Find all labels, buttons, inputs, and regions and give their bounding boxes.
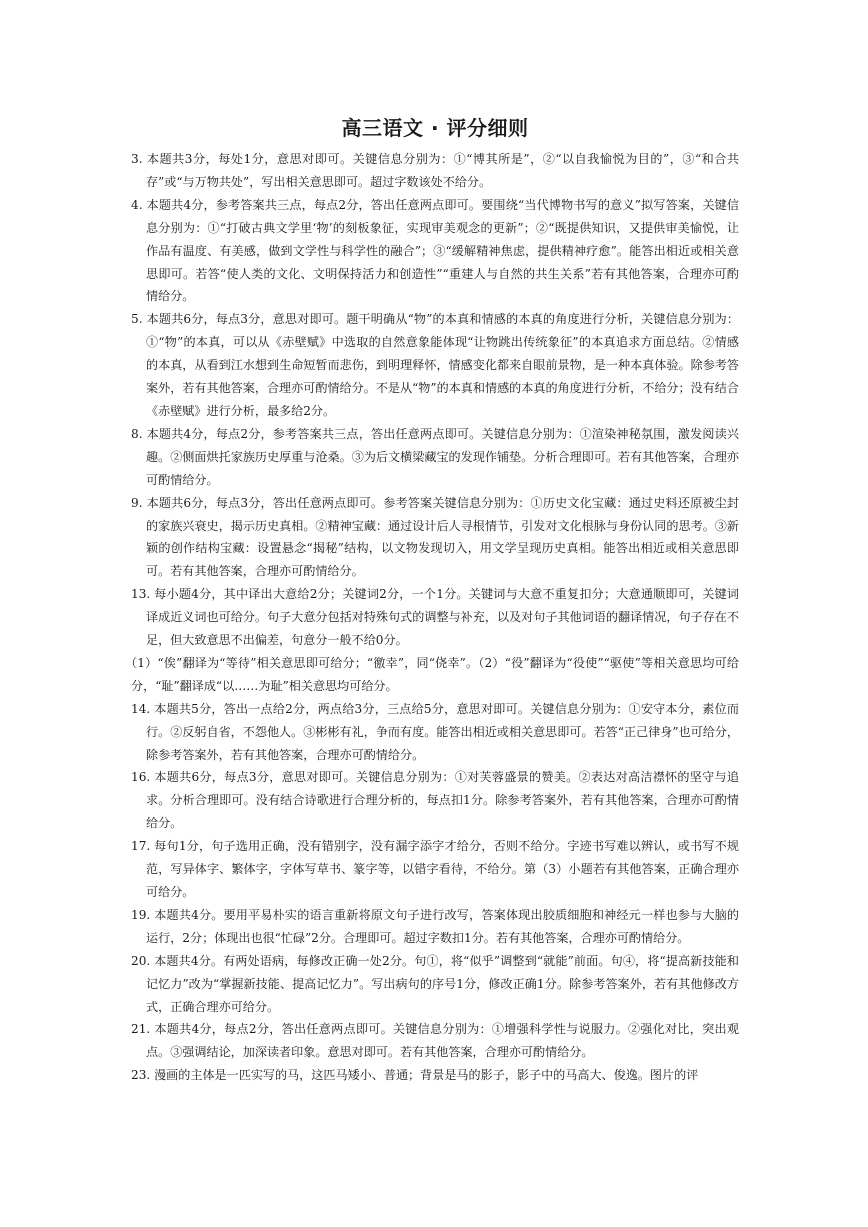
grading-item-q20: 20. 本题共4分。有两处语病，每修改正确一处2分。句①，将“似乎”调整到“就能”前面。句④，将“提高新技能和记忆力”改为“掌握新技能、提高记忆力”。写出病句的序号1分，修改正确1分。除参考答案外，若有其他修改方式，正确合理亦可给分。 [131, 953, 739, 1014]
grading-item-q9: 9. 本题共6分，每点3分，答出任意两点即可。参考答案关键信息分别为：①历史文化宝藏：通过史料还原被尘封的家族兴衰史，揭示历史真相。②精神宝藏：通过设计后人寻根情节，引发对文化根脉与身份认同的思考。③新颖的创作结构宝藏：设置悬念“揭秘”结构，以文物发现切入，用文学呈现历史真相。能答出相近或相关意思即可。若有其他答案，合理亦可酌情给分。 [131, 495, 739, 579]
grading-item-q3: 3. 本题共3分，每处1分，意思对即可。关键信息分别为：①“博其所是”，②“以自我愉悦为目的”，③“和合共存”或“与万物共处”，写出相关意思即可。超过字数该处不给分。 [131, 152, 739, 189]
grading-item-q13: 13. 每小题4分，其中译出大意给2分；关键词2分，一个1分。关键词与大意不重复扣分；大意通顺即可，关键词译成近义词也可给分。句子大意分包括对特殊句式的调整与补充，以及对句子其他词语的翻译情况，句子存在不足，但大致意思不出偏差，句意分一般不给0分。 [131, 587, 739, 648]
grading-item-q8: 8. 本题共4分，每点2分，参考答案共三点，答出任意两点即可。关键信息分别为：①渲染神秘氛围，激发阅读兴趣。②侧面烘托家族历史厚重与沧桑。③为后文横梁藏宝的发现作铺垫。分析合理即可。若有其他答案，合理亦可酌情给分。 [131, 426, 739, 487]
grading-item-q19: 19. 本题共4分。要用平易朴实的语言重新将原文句子进行改写，答案体现出胶质细胞和神经元一样也参与大脑的运行，2分；体现出也很“忙碌”2分。合理即可。超过字数扣1分。若有其他答案，合理亦可酌情给分。 [131, 907, 739, 945]
document-title: 高三语文 · 评分细则 [341, 116, 529, 140]
grading-item-q23: 23. 漫画的主体是一匹实写的马，这匹马矮小、普通；背景是马的影子，影子中的马高大、俊逸。图片的评 [131, 1068, 699, 1083]
grading-item-q21: 21. 本题共4分，每点2分，答出任意两点即可。关键信息分别为：①增强科学性与说服力。②强化对比，突出观点。③强调结论，加深读者印象。意思对即可。若有其他答案，合理亦可酌情给分。 [131, 1022, 739, 1060]
grading-item-q16: 16. 本题共6分，每点3分，意思对即可。关键信息分别为：①对芙蓉盛景的赞美。②表达对高洁襟怀的坚守与追求。分析合理即可。没有结合诗歌进行合理分析的，每点扣1分。除参考答案外，若有其他答案，合理亦可酌情给分。 [131, 770, 739, 831]
grading-item-q14: 14. 本题共5分，答出一点给2分，两点给3分，三点给5分，意思对即可。关键信息分别为：①安守本分，素位而行。②反躬自省，不怨他人。③彬彬有礼，争而有度。能答出相近或相关意思即可。若答“正己律身”也可给分，除参考答案外，若有其他答案，合理亦可酌情给分。 [131, 701, 739, 762]
grading-item-q5: 5. 本题共6分，每点3分，意思对即可。题干明确从“物”的本真和情感的本真的角度进行分析，关键信息分别为：①“物”的本真，可以从《赤壁赋》中选取的自然意象能体现“让物跳出传统象征”的本真追求方面总结。②情感的本真，从看到江水想到生命短暂而悲伤，到明理释怀，情感变化都来自眼前景物，是一种本真体验。除参考答案外，若有其他答案，合理亦可酌情给分。不是从“物”的本真和情感的本真的角度进行分析，不给分；没有结合《赤壁赋》进行分析，最多给2分。 [131, 312, 739, 418]
grading-item-q17: 17. 每句1分，句子选用正确，没有错别字，没有漏字添字才给分，否则不给分。字迹书写难以辨认，或书写不规范，写异体字、繁体字，字体写草书、篆字等，以错字看待，不给分。第（3）小题若有其他答案，正确合理亦可给分。 [131, 839, 739, 899]
grading-item-q4: 4. 本题共4分，参考答案共三点，每点2分，答出任意两点即可。要围绕“当代博物书写的意义”拟写答案，关键信息分别为：①“打破古典文学里‘物’的刻板象征，实现审美观念的更新”；②“既提供知识，又提供审美愉悦，让作品有温度、有美感，做到文学性与科学性的融合”；③“缓解精神焦虑，提供精神疗愈”。能答出相近或相关意思即可。若答“使人类的文化、文明保持活力和创造性”“重建人与自然的共生关系”若有其他答案，合理亦可酌情给分。 [131, 197, 739, 304]
grading-items [125, 148, 739, 1087]
grading-item-q13-detail: （1）“俟”翻译为“等待”相关意思即可给分；“徼幸”，同“侥幸”。（2）“役”翻译为“役使”“驱使”等相关意思均可给分，“耻”翻译成“以……为耻”相关意思均可给分。 [125, 655, 739, 693]
document-page [125, 114, 739, 1087]
